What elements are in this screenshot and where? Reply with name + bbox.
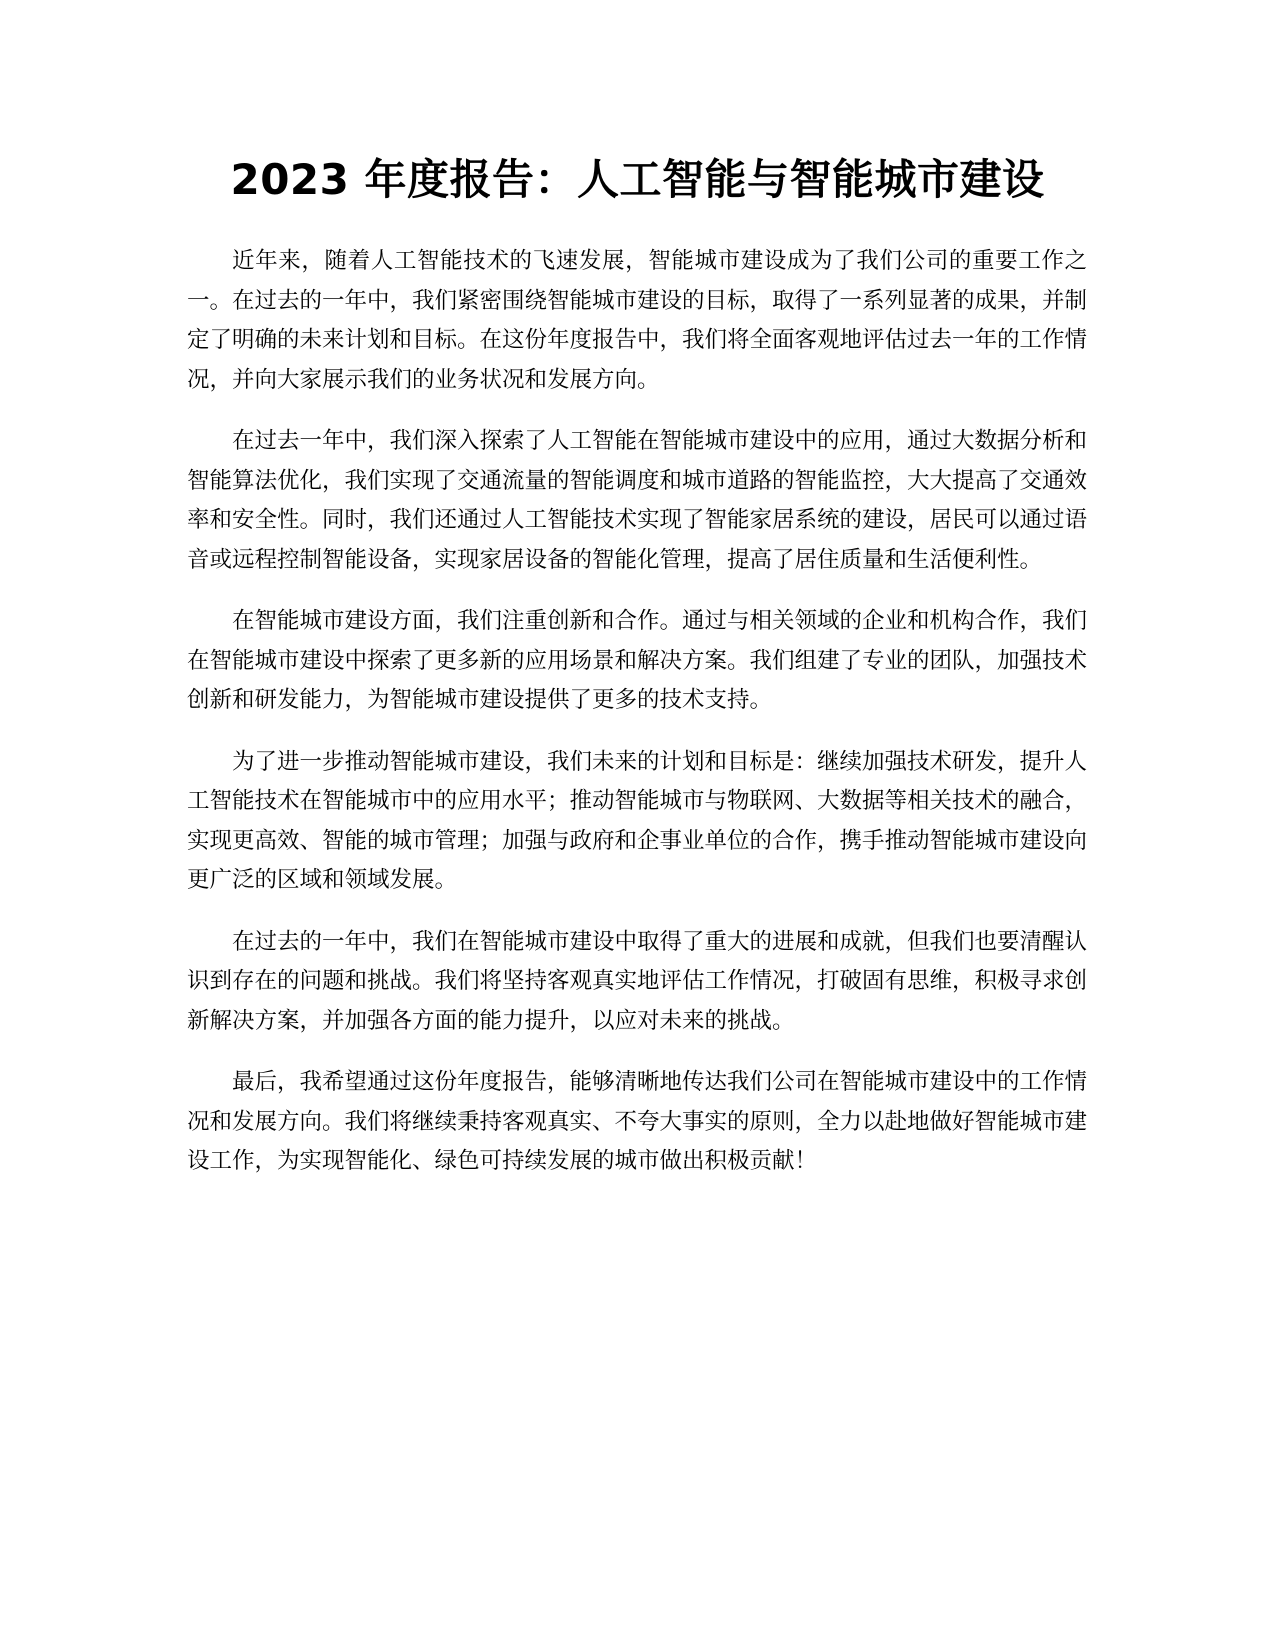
document-body [187,242,1087,1204]
paragraph-6: 最后，我希望通过这份年度报告，能够清晰地传达我们公司在智能城市建设中的工作情况和发展方向。我们将继续秉持客观真实、不夸大事实的原则，全力以赴地做好智能城市建设工作，为实现智能化、绿色可持续发展的城市做出积极贡献！ [187,1069,1088,1174]
paragraph-2: 在过去一年中，我们深入探索了人工智能在智能城市建设中的应用，通过大数据分析和智能算法优化，我们实现了交通流量的智能调度和城市道路的智能监控，大大提高了交通效率和安全性。同时，我们还通过人工智能技术实现了智能家居系统的建设，居民可以通过语音或远程控制智能设备，实现家居设备的智能化管理，提高了居住质量和生活便利性。 [187,428,1088,573]
paragraph-4: 为了进一步推动智能城市建设，我们未来的计划和目标是：继续加强技术研发，提升人工智能技术在智能城市中的应用水平；推动智能城市与物联网、大数据等相关技术的融合，实现更高效、智能的城市管理；加强与政府和企事业单位的合作，携手推动智能城市建设向更广泛的区域和领域发展。 [187,748,1088,893]
paragraph-5: 在过去的一年中，我们在智能城市建设中取得了重大的进展和成就，但我们也要清醒认识到存在的问题和挑战。我们将坚持客观真实地评估工作情况，打破固有思维，积极寻求创新解决方案，并加强各方面的能力提升，以应对未来的挑战。 [187,928,1088,1034]
paragraph-1: 近年来，随着人工智能技术的飞速发展，智能城市建设成为了我们公司的重要工作之一。在过去的一年中，我们紧密围绕智能城市建设的目标，取得了一系列显著的成果，并制定了明确的未来计划和目标。在这份年度报告中，我们将全面客观地评估过去一年的工作情况，并向大家展示我们的业务状况和发展方向。 [187,248,1088,393]
document-title: 2023 年度报告：人工智能与智能城市建设 [230,155,1045,204]
paragraph-3: 在智能城市建设方面，我们注重创新和合作。通过与相关领域的企业和机构合作，我们在智能城市建设中探索了更多新的应用场景和解决方案。我们组建了专业的团队，加强技术创新和研发能力，为智能城市建设提供了更多的技术支持。 [187,608,1088,713]
